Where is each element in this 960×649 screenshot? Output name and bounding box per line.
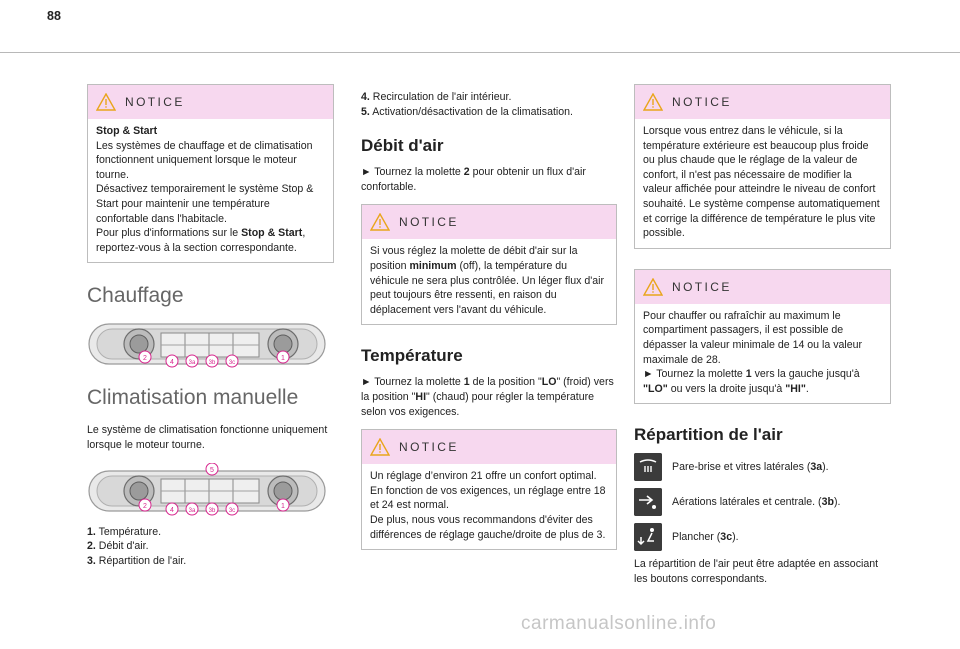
page-number: 88 — [47, 9, 61, 23]
svg-text:3c: 3c — [228, 360, 236, 367]
notice-title: NOTICE — [399, 215, 459, 230]
notice-line: Les systèmes de chauffage et de climatisation fonctionnent uniquement lorsque le moteur tourne. — [96, 139, 313, 181]
floor-airflow-icon — [634, 523, 662, 551]
heading-chauffage: Chauffage — [87, 284, 184, 308]
svg-text:3c: 3c — [228, 507, 236, 514]
clim-text: Le système de climatisation fonctionne uniquement lorsque le moteur tourne. — [87, 424, 328, 451]
warning-icon — [643, 278, 663, 296]
svg-text:3b: 3b — [208, 360, 216, 367]
svg-text:4: 4 — [170, 359, 174, 367]
notice-body: Si vous réglez la molette de débit d'air sur la position minimum (off), la température du véhicule ne sera plus contrôlée. Un léger flux d'air peut toujours être ressenti, en raison du déplacement vers l'avant du véhicule. — [370, 245, 605, 316]
heading-temperature: Température — [361, 346, 463, 366]
notice-box-max — [634, 269, 891, 405]
notice-heading: Stop & Start — [96, 125, 158, 137]
notice-title: NOTICE — [125, 95, 185, 109]
notice-header — [362, 205, 616, 239]
control-panel-illustration-clim — [87, 463, 327, 519]
svg-text:1: 1 — [281, 355, 285, 363]
notice-body — [635, 119, 890, 248]
numbered-list — [87, 525, 334, 569]
notice-line: Un réglage d’environ 21 offre un confort optimal. En fonction de vos exigences, un réglage entre 18 et 24 est normal. — [370, 470, 606, 512]
svg-text:3a: 3a — [188, 360, 196, 367]
notice-line: Pour plus d'informations sur le Stop & Start, reportez-vous à la section correspondante. — [96, 227, 306, 254]
notice-line: De plus, nous vous recommandons d'éviter des différences de réglage gauche/droite de plus de 3. — [370, 513, 606, 541]
list-item: 2. Débit d'air. — [87, 540, 149, 553]
left-column — [87, 84, 334, 568]
windscreen-airflow-icon — [634, 453, 662, 481]
list-item: 1. Température. — [87, 525, 162, 538]
notice-header — [362, 430, 616, 464]
watermark: carmanualsonline.info — [521, 613, 717, 634]
warning-icon — [370, 213, 390, 231]
svg-text:3a: 3a — [188, 507, 196, 514]
air-option-vents: Aérations latérales et centrale. (3b). — [634, 487, 891, 516]
notice-header — [88, 85, 333, 119]
notice-line: Désactivez temporairement le système Stop & Start pour maintenir une température confortable dans l'habitacle. — [96, 183, 314, 225]
header-rule — [0, 52, 960, 53]
notice-box-comfort — [634, 84, 891, 249]
notice-title: NOTICE — [672, 95, 732, 109]
numbered-list — [361, 90, 617, 119]
notice-body — [88, 119, 333, 262]
svg-text:3b: 3b — [208, 507, 216, 514]
notice-instruction: ► Tournez la molette 1 vers la gauche jusqu'à "LO" ou vers la droite jusqu'à "HI". — [643, 368, 860, 395]
list-item: 5. Activation/désactivation de la climatisation. — [361, 105, 573, 118]
notice-header — [635, 85, 890, 119]
temperature-instruction: ► Tournez la molette 1 de la position "LO" (froid) vers la position "HI" (chaud) pour régler la température selon vos exigences. — [361, 376, 614, 418]
warning-icon — [643, 93, 663, 111]
air-option-windscreen: Pare-brise et vitres latérales (3a). — [634, 452, 891, 481]
notice-title: NOTICE — [399, 440, 459, 455]
notice-text: Pour chauffer ou rafraîchir au maximum le compartiment passagers, il est possible de dépasser la valeur minimale de 14 ou la valeur maximale de 28. — [643, 309, 863, 366]
list-item: 3. Répartition de l'air. — [87, 554, 187, 567]
svg-text:5: 5 — [210, 466, 214, 474]
warning-icon — [370, 438, 390, 456]
notice-text: Lorsque vous entrez dans le véhicule, si la température extérieure est beaucoup plus froide ou plus chaude que le réglage de la valeur de confort, il n'est pas nécessaire de modifier la valeur affichée pour atteindre le niveau de confort souhaité. Le système compense automatiquement et corrige la différence de température le plus vite possible. — [643, 125, 880, 240]
notice-box-temperature — [361, 429, 617, 550]
debit-instruction: ► Tournez la molette 2 pour obtenir un flux d'air confortable. — [361, 166, 586, 193]
list-item: 4. Recirculation de l'air intérieur. — [361, 91, 512, 103]
notice-body — [635, 304, 890, 404]
notice-title: NOTICE — [672, 279, 732, 294]
right-column — [634, 84, 891, 587]
heading-repartition: Répartition de l'air — [634, 425, 783, 445]
closing-text: La répartition de l'air peut être adaptée en associant les boutons correspondants. — [634, 558, 879, 585]
notice-body — [362, 464, 616, 549]
face-vent-airflow-icon — [634, 488, 662, 516]
svg-text:4: 4 — [170, 506, 174, 514]
heading-climatisation: Climatisation manuelle — [87, 386, 299, 410]
air-option-floor: Plancher (3c). — [634, 522, 891, 551]
middle-column — [361, 90, 617, 570]
notice-header — [635, 270, 890, 304]
svg-text:1: 1 — [281, 502, 285, 510]
svg-text:2: 2 — [143, 355, 147, 363]
notice-box-stop-start — [87, 84, 334, 263]
notice-box-debit — [361, 204, 617, 325]
warning-icon — [96, 93, 116, 111]
control-panel-illustration — [87, 321, 327, 371]
svg-text:2: 2 — [143, 502, 147, 510]
heading-debit: Débit d'air — [361, 136, 444, 156]
